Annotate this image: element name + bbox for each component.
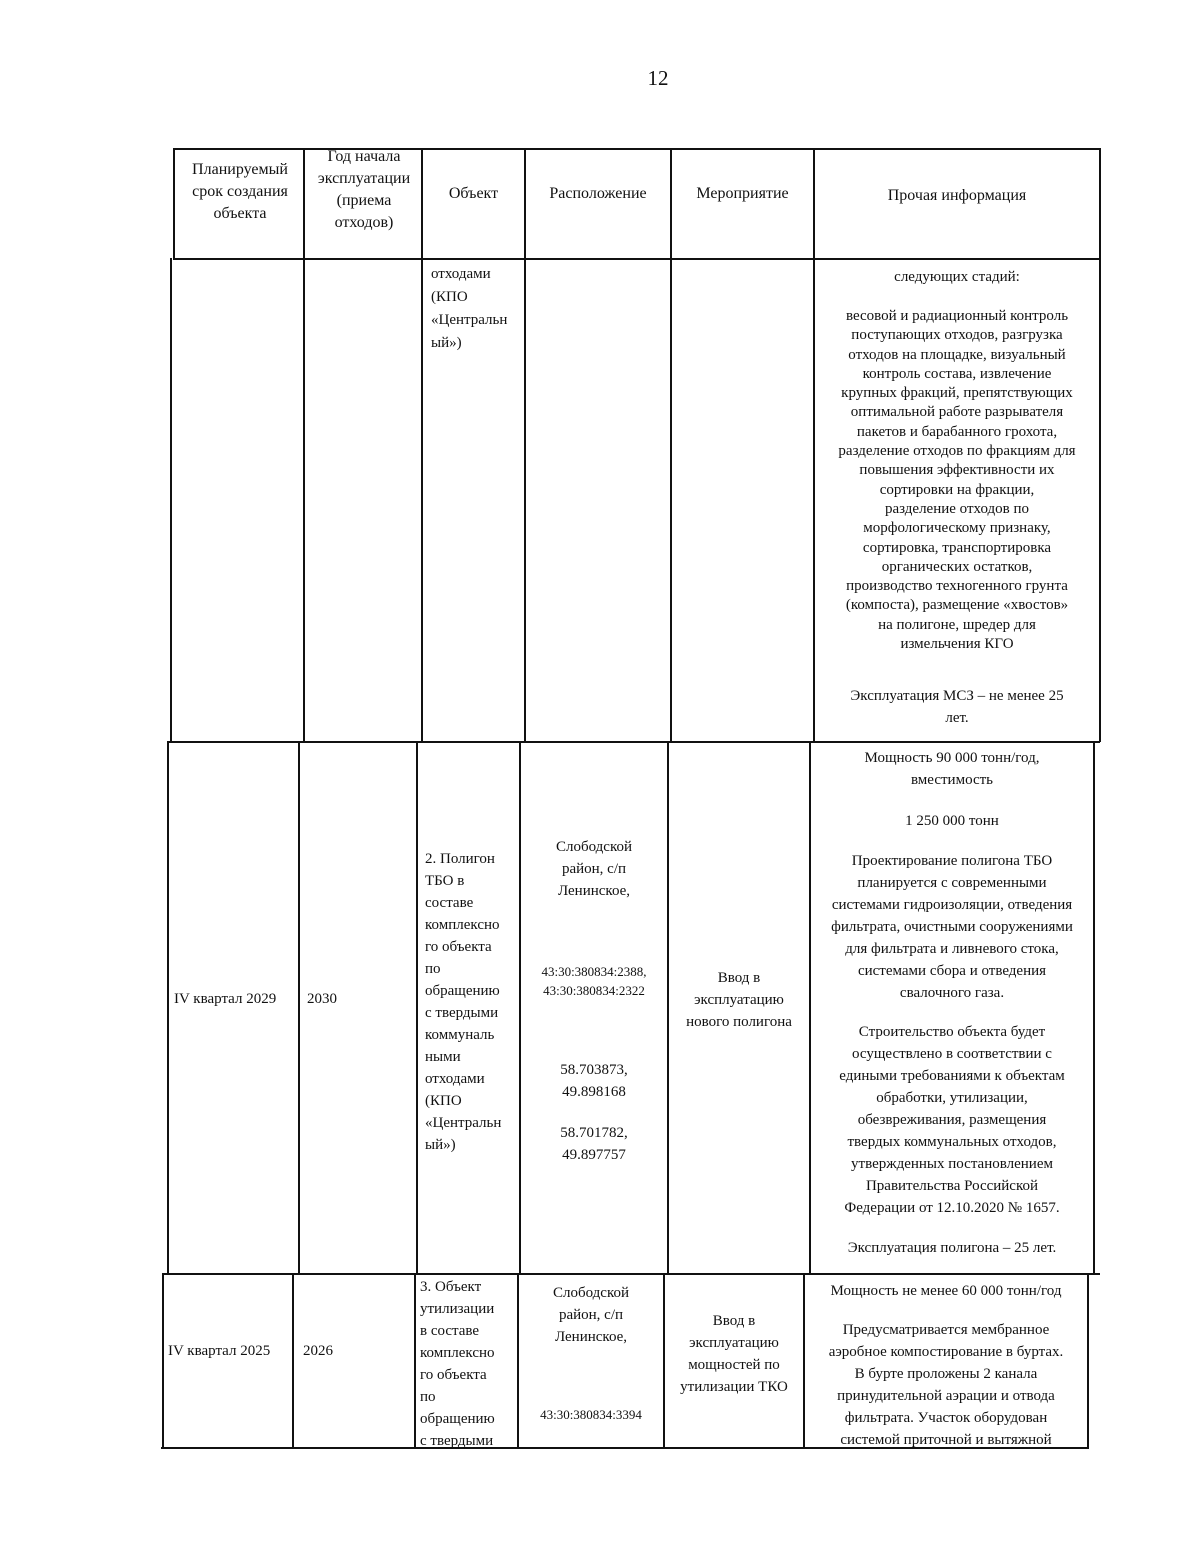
page-number: 12 (647, 66, 669, 90)
row1-other-intro: следующих стадий: (894, 269, 1020, 285)
header-other-info: Прочая информация (887, 187, 1027, 204)
row3-start-year: 2026 (303, 1343, 333, 1359)
row2-start-year: 2030 (307, 991, 337, 1007)
row3-measure: Ввод в эксплуатацию мощностей по утилизации ТКО (680, 1313, 788, 1395)
header-start-year: Год начала эксплуатации (приема отходов) (317, 148, 411, 231)
row1-other-stages: весовой и радиационный контроль поступающих отходов, разгрузка отходов на площадке, визуальный контроль состава, извлечение крупных фракций, препятствующих оптимальной работе разрывателя пакетов и барабанного грохота, разделение отходов по фракциям для повышения эффективности их сортировки на фракции, разделение отходов по морфологическому признаку, сортировка, транспортировка органических остатков, производство техногенного грунта (компоста), размещение «хвостов» на полигоне, шредер для измельчения КГО (838, 308, 1076, 653)
row2-measure: Ввод в эксплуатацию нового полигона (686, 970, 792, 1030)
row2-location-coords-2: 58.701782, 49.897757 (560, 1125, 628, 1163)
header-measure: Мероприятие (696, 185, 789, 202)
header-location: Расположение (549, 185, 647, 202)
row2-other-design: Проектирование полигона ТБО планируется с современными системами гидроизоляции, отведения фильтрата, очистными сооружениями для фильтрата и ливневого стока, системами сбора и отведения свалочного газа. (831, 853, 1073, 1001)
row2-location-district: Слободской район, с/п Ленинское, (555, 839, 633, 899)
row3-planned-term: IV квартал 2025 (168, 1343, 271, 1359)
header-planned-term: Планируемый срок создания объекта (192, 161, 288, 222)
row1-object: отходами (КПО «Центральн ый») (431, 266, 508, 351)
row2-other-operation: Эксплуатация полигона – 25 лет. (847, 1240, 1057, 1256)
row2-planned-term: IV квартал 2029 (174, 991, 277, 1007)
row2-location-coords-1: 58.703873, 49.898168 (560, 1062, 628, 1100)
row1-other-operation: Эксплуатация МСЗ – не менее 25 лет. (850, 688, 1064, 726)
row3-location-cadastral: 43:30:380834:3394 (540, 1407, 642, 1422)
row2-location-cadastral: 43:30:380834:2388, 43:30:380834:2322 (541, 964, 647, 998)
row2-other-capacity: Мощность 90 000 тонн/год, вместимость (864, 750, 1040, 788)
row3-other-composting: Предусматривается мембранное аэробное компостирование в буртах. В бурте проложены 2 канала принудительной аэрации и отвода фильтрата. Участок оборудован системой приточной и вытяжной (828, 1322, 1064, 1448)
row2-other-volume: 1 250 000 тонн (905, 813, 999, 829)
row3-object: 3. Объект утилизации в составе комплексно го объекта по обращению с твердыми (420, 1279, 495, 1449)
row3-location-district: Слободской район, с/п Ленинское, (552, 1285, 630, 1345)
row3-other-capacity: Мощность не менее 60 000 тонн/год (830, 1283, 1062, 1299)
header-object: Объект (448, 185, 499, 202)
row2-other-construction: Строительство объекта будет осуществлено в соответствии с едиными требованиями к объектам обработки, утилизации, обезвреживания, размещения твердых коммунальных отходов, утвержденных постановлением Правительства Российской Федерации от 12.10.2020 № 1657. (839, 1024, 1065, 1216)
row2-object: 2. Полигон ТБО в составе комплексно го объекта по обращению с твердыми коммуналь ными отходами (КПО «Центральн ый») (425, 851, 502, 1153)
